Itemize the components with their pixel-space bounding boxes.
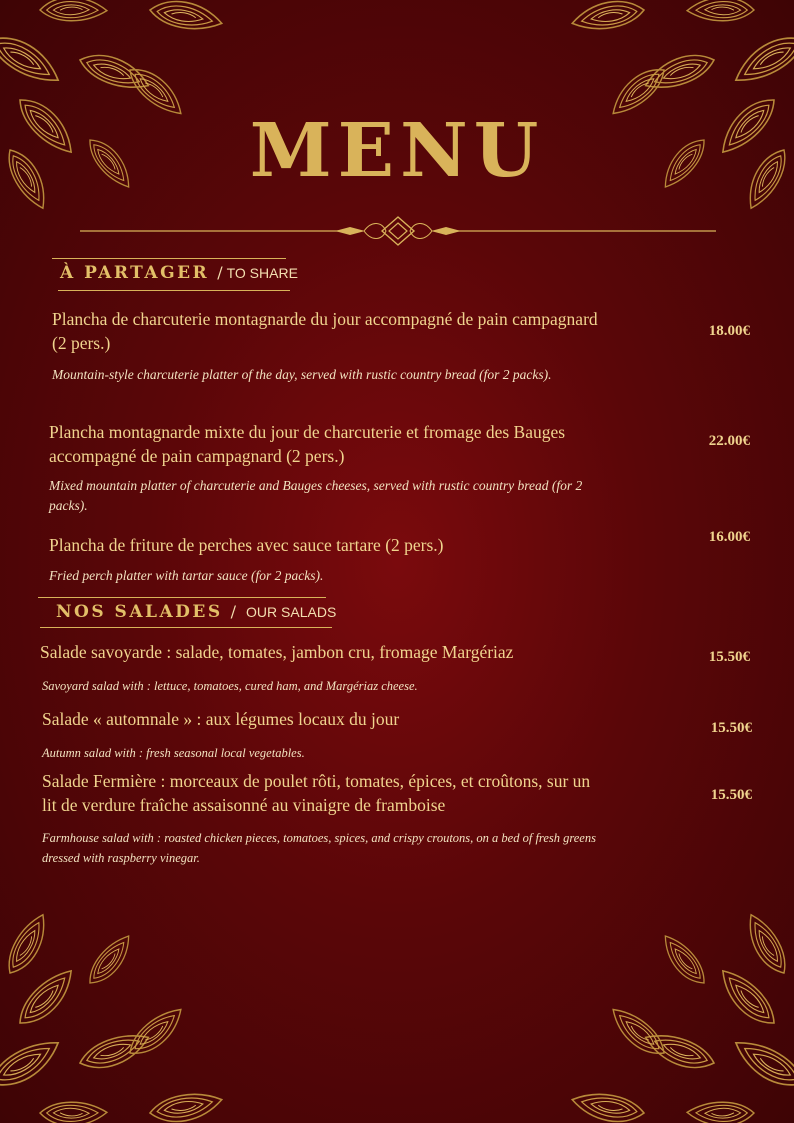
menu-item-price: 16.00€ (708, 529, 750, 545)
menu-item-price: 15.50€ (710, 720, 752, 736)
menu-item-description: Autumn salad with : fresh seasonal local vegetables. (42, 746, 305, 760)
menu-item-description: Mixed mountain platter of charcuterie and Bauges cheeses, served with rustic country bread (for 2 packs). (49, 478, 583, 513)
menu-item-description: Mountain-style charcuterie platter of the day, served with rustic country bread (for 2 packs). (52, 367, 552, 382)
menu-item-price: 22.00€ (708, 433, 750, 449)
section-rule-bottom (58, 290, 290, 291)
menu-item-price: 15.50€ (708, 649, 750, 665)
section-subtitle: TO SHARE (226, 265, 298, 281)
menu-item-name: Salade savoyarde : salade, tomates, jambon cru, fromage Margériaz (40, 642, 514, 662)
section-header-salads (38, 597, 337, 629)
menu-item-name: Salade « automnale » : aux légumes locaux du jour (42, 709, 400, 729)
menu-item-description: Fried perch platter with tartar sauce (for 2 packs). (49, 568, 324, 583)
section-separator: / (217, 263, 223, 282)
divider-ornament-icon (80, 214, 716, 248)
section-title: NOS SALADES (56, 602, 223, 622)
menu-item-description: Farmhouse salad with : roasted chicken pieces, tomatoes, spices, and crispy croutons, on a bed of fresh greens dressed with raspberry vinegar. (42, 831, 596, 865)
section-rule-top (38, 597, 326, 598)
menu-item-name: Plancha montagnarde mixte du jour de charcuterie et fromage des Bauges accompagné de pain campagnard (2 pers.) (49, 422, 566, 466)
section-separator: / (230, 602, 237, 621)
menu-item-name: Plancha de charcuterie montagnarde du jour accompagné de pain campagnard (2 pers.) (52, 309, 598, 353)
menu-item-description: Savoyard salad with : lettuce, tomatoes, cured ham, and Margériaz cheese. (42, 679, 418, 693)
leaf-ornament-icon (534, 903, 794, 1123)
menu-item-price: 15.50€ (710, 787, 752, 803)
leaf-ornament-icon (0, 903, 260, 1123)
section-header-share (52, 258, 298, 292)
menu-item-name: Plancha de friture de perches avec sauce tartare (2 pers.) (49, 535, 444, 555)
section-rule-bottom (40, 627, 332, 628)
page-title: MENU (249, 108, 545, 194)
menu-item-price: 18.00€ (708, 323, 750, 339)
menu-item-name: Salade Fermière : morceaux de poulet rôti, tomates, épices, et croûtons, sur un lit de verdure fraîche assaisonné au vinaigre de framboise (42, 771, 591, 815)
section-title: À PARTAGER (60, 263, 210, 283)
section-subtitle: OUR SALADS (246, 604, 337, 620)
section-rule-top (52, 258, 286, 259)
